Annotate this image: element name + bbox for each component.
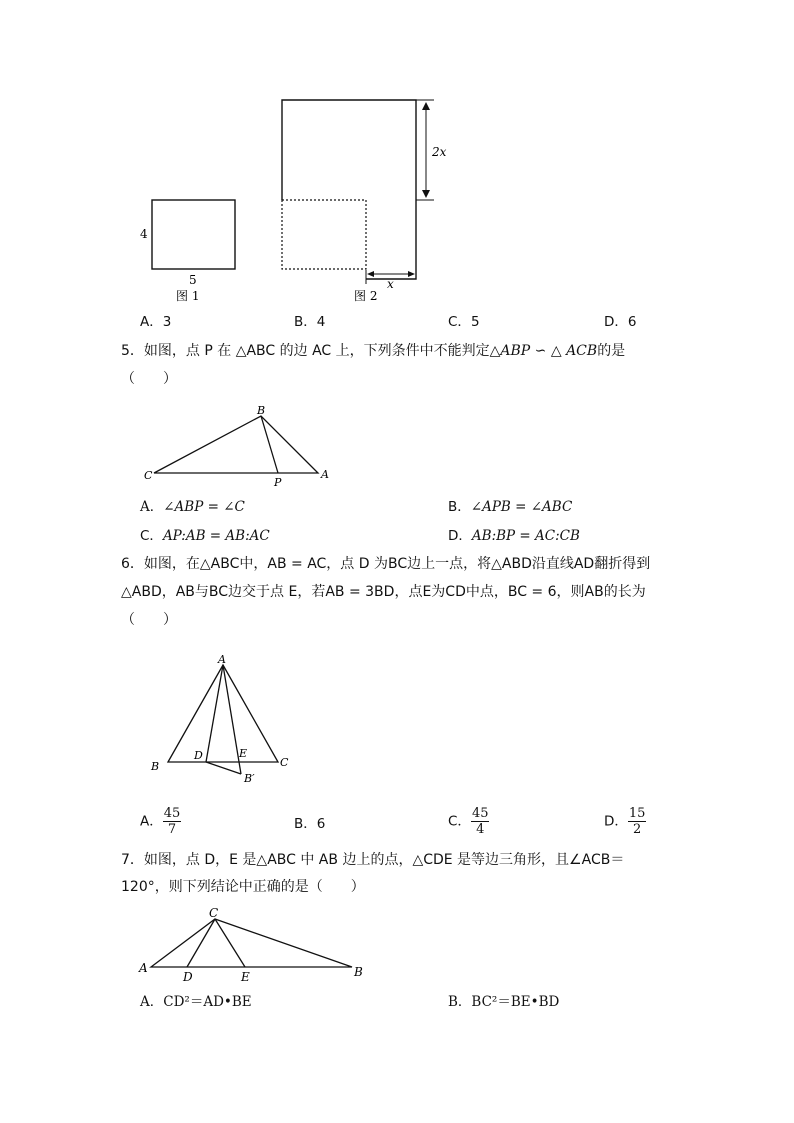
- q4-option-d[interactable]: [604, 312, 637, 332]
- option-value: 6: [627, 314, 637, 330]
- q5-stem-math: ABP ∽ △ ACB: [500, 343, 598, 359]
- fig2-outline: [282, 100, 416, 279]
- q4-option-b[interactable]: [294, 312, 325, 332]
- segment-ce: [215, 919, 245, 967]
- q5-option-b[interactable]: [448, 497, 572, 517]
- fig2-x-label: x: [387, 277, 394, 291]
- q6-stem-line2: △ABD，AB与BC边交于点 E，若AB = 3BD，点E为CD中点，BC = 6，则AB的长为: [121, 584, 646, 600]
- q5-option-a[interactable]: [140, 497, 245, 517]
- fig2-dotted-square: [282, 200, 366, 269]
- option-letter: D．: [604, 813, 628, 830]
- fig2-caption: 图 2: [354, 289, 378, 303]
- segment-db-prime: [206, 762, 241, 774]
- triangle-abc: [168, 665, 278, 762]
- fig2-dim-label: 2x: [432, 145, 447, 159]
- q6-option-c[interactable]: [448, 806, 489, 837]
- fraction: [163, 806, 182, 837]
- q6-option-d[interactable]: [604, 806, 646, 837]
- q5-answer-blank: （ ）: [121, 371, 177, 387]
- option-letter: A．: [140, 994, 164, 1010]
- q7-option-a[interactable]: [140, 992, 252, 1012]
- option-value: ∠ABP = ∠C: [163, 499, 245, 515]
- q6-answer-blank: （ ）: [121, 612, 177, 628]
- q6-option-b[interactable]: [294, 814, 325, 834]
- q5-option-c[interactable]: [140, 526, 270, 546]
- option-value: 5: [470, 314, 480, 330]
- option-value: ∠APB = ∠ABC: [470, 499, 573, 515]
- option-value: BC²＝BE•BD: [471, 994, 560, 1010]
- q6-figure: [140, 648, 310, 790]
- q4-figures: [0, 0, 794, 320]
- label-d: D: [183, 970, 193, 984]
- triangle-abc: [154, 416, 318, 473]
- label-b: B: [257, 404, 266, 417]
- option-letter: B．: [448, 499, 471, 515]
- fraction: [471, 806, 490, 837]
- label-c: C: [209, 906, 219, 920]
- label-a: A: [139, 961, 148, 975]
- option-value: 4: [316, 314, 326, 330]
- option-letter: D．: [604, 314, 628, 330]
- q4-option-c[interactable]: [448, 312, 480, 332]
- triangle-abc: [151, 919, 352, 967]
- label-a: A: [321, 468, 329, 481]
- option-value: AP:AB = AB:AC: [162, 528, 270, 544]
- label-p: P: [274, 476, 282, 489]
- denominator: 4: [476, 822, 485, 837]
- fig1-caption: 图 1: [176, 289, 200, 303]
- option-letter: A．: [140, 314, 163, 330]
- label-c: C: [144, 469, 153, 482]
- denominator: 2: [633, 822, 642, 837]
- q4-option-a[interactable]: [140, 312, 171, 332]
- label-b: B: [151, 760, 160, 773]
- q7-stem-line2: 120°，则下列结论中正确的是（ ）: [121, 879, 365, 895]
- option-letter: B．: [294, 314, 317, 330]
- q5-stem-prefix: 5．如图，点 P 在 △ABC 的边 AC 上，下列条件中不能判定△: [121, 343, 501, 359]
- numerator: 45: [471, 806, 489, 821]
- label-d: D: [194, 749, 203, 762]
- fig1-bottom-label: 5: [189, 273, 197, 287]
- numerator: 15: [628, 806, 646, 821]
- q5-option-d[interactable]: [448, 526, 580, 546]
- segment-cd: [187, 919, 215, 967]
- q5-stem-suffix: 的是: [597, 343, 626, 359]
- q7-stem-line1: 7．如图，点 D，E 是△ABC 中 AB 边上的点，△CDE 是等边三角形，且∠ACB＝: [121, 852, 625, 868]
- fig1-side-label: 4: [140, 227, 148, 241]
- q7-figure: [135, 904, 375, 986]
- option-value: CD²＝AD•BE: [163, 994, 252, 1010]
- option-letter: D．: [448, 528, 472, 544]
- label-b-prime: B′: [244, 772, 255, 785]
- label-c: C: [280, 756, 289, 769]
- q6-option-a[interactable]: [140, 806, 181, 837]
- option-value: AB:BP = AC:CB: [471, 528, 580, 544]
- numerator: 45: [163, 806, 181, 821]
- label-a: A: [218, 653, 226, 666]
- q5-figure: [140, 400, 340, 490]
- option-letter: A．: [140, 813, 163, 830]
- q7-option-b[interactable]: [448, 992, 559, 1012]
- q5-stem-line1: [121, 341, 625, 361]
- option-letter: B．: [294, 816, 317, 832]
- fig1-rectangle: [152, 200, 235, 269]
- denominator: 7: [167, 822, 177, 837]
- label-e: E: [239, 747, 248, 760]
- option-value: 3: [162, 314, 172, 330]
- q6-stem-line1: 6．如图，在△ABC中，AB = AC，点 D 为BC边上一点，将△ABD沿直线AD翻折得到: [121, 556, 651, 572]
- option-letter: C．: [448, 813, 471, 830]
- option-letter: A．: [140, 499, 164, 515]
- fraction: [628, 806, 647, 837]
- option-letter: C．: [448, 314, 471, 330]
- option-letter: B．: [448, 994, 472, 1010]
- label-b: B: [354, 965, 363, 979]
- label-e: E: [241, 970, 250, 984]
- option-letter: C．: [140, 528, 163, 544]
- option-value: 6: [316, 816, 326, 832]
